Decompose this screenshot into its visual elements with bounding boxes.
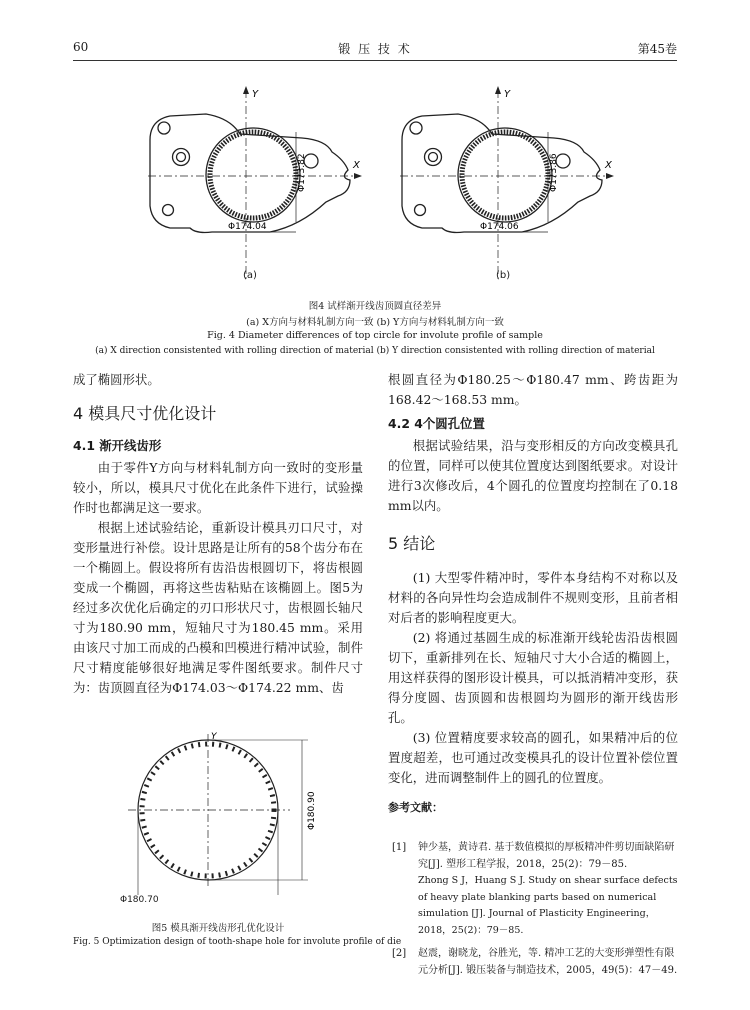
- conclusion-3: (3) 位置精度要求较高的圆孔，如果精冲后的位置度超差，也可通过改变模具孔的设计位置补偿位置变化，进而调整制件上的圆孔的位置度。: [388, 730, 678, 785]
- ref-1-en: Zhong S J，Huang S J. Study on shear surface defects of heavy plate blanking parts based on numerical simulation [J]. Journal of Plasticity Engineering，2018，25(2)：79－85.: [418, 875, 678, 936]
- fig4b-sub-label: (b): [496, 270, 511, 281]
- paragraph-continued: 根圆直径为Φ180.25～Φ180.47 mm、跨齿距为168.42～168.53 mm。: [388, 372, 678, 407]
- gear-root-circle: [458, 128, 552, 222]
- fig5-horizontal-dim: Φ180.70: [120, 895, 159, 905]
- fig5-caption-cn: 图5 模具渐开线齿形孔优化设计: [151, 923, 285, 934]
- conclusion-2: (2) 将通过基圆生成的标准渐开线轮齿沿齿根圆切下，重新排列在长、短轴尺寸大小合适的椭圆上，用这样获得的图形设计模具，可以抵消精冲变形，获得分度圆、齿顶圆和齿根圆均为圆形的渐开线齿形孔。: [388, 630, 678, 725]
- references-heading: 参考文献：: [388, 801, 443, 814]
- fig5-caption-en: Fig. 5 Optimization design of tooth-shape hole for involute profile of die: [73, 937, 402, 947]
- figure-4b: [400, 86, 614, 280]
- ref-2-number: [2]: [392, 948, 407, 959]
- conclusion-1: (1) 大型零件精冲时，零件本身结构不对称以及材料的各向异性均会造成制件不规则变形，且前者相对后者的影响程度更大。: [388, 570, 678, 625]
- fig4a-vertical-dim: Φ173.82: [297, 153, 307, 192]
- fig4b-y-label: Y: [504, 89, 511, 100]
- fig4b-x-label: X: [605, 160, 612, 171]
- paragraph-4-2: 根据试验结果，沿与变形相反的方向改变模具孔的位置，同样可以使其位置度达到图纸要求。对设计进行3次修改后，4个圆孔的位置度均控制在了0.18 mm以内。: [388, 438, 678, 513]
- fig4b-horizontal-dim: Φ174.06: [480, 222, 519, 232]
- fig4-caption-cn-sub: (a) X方向与材料轧制方向一致 (b) Y方向与材料轧制方向一致: [246, 317, 504, 328]
- section-5-heading: 5 结论: [388, 534, 436, 553]
- figure-4: [0, 80, 750, 295]
- subsection-4-2-heading: 4.2 4个圆孔位置: [388, 416, 485, 431]
- gear-tooth-ring: [462, 132, 548, 218]
- fig4a-y-label: Y: [252, 89, 259, 100]
- right-column: [388, 370, 678, 824]
- journal-title: 锻 压 技 术: [338, 42, 412, 56]
- figure-4a: [148, 86, 362, 280]
- gear-root-circle: [206, 128, 300, 222]
- ref-1-cn: 钟少基，黄诗君. 基于数值模拟的厚板精冲件剪切面缺陷研究[J]. 塑形工程学报，2018，25(2)：79－85.: [418, 842, 675, 870]
- fig5-vertical-dim: Φ180.90: [307, 791, 317, 830]
- fig4-caption-en: Fig. 4 Diameter differences of top circle for involute profile of sample: [207, 330, 543, 341]
- fig4b-vertical-dim: Φ173.86: [549, 153, 559, 192]
- fig5-y-label: Y: [211, 732, 217, 742]
- paragraph-4-1-a: 由于零件Y方向与材料轧制方向一致时的变形量较小，所以，模具尺寸优化在此条件下进行，试验操作时也都满足这一要求。: [73, 460, 363, 515]
- reference-2: 赵震，谢晓龙，谷胜光，等. 精冲工艺的大变形弹塑性有限元分析[J]. 锻压装备与制造技术，2005，49(5)：47－49.: [418, 948, 678, 976]
- ref-1-number: [1]: [392, 842, 407, 853]
- volume-label: 第45卷: [637, 42, 677, 56]
- left-column: [73, 370, 363, 698]
- fig4a-sub-label: (a): [243, 270, 257, 281]
- page-number: 60: [73, 40, 89, 54]
- figure-5: [110, 732, 340, 890]
- paragraph-4-1-b: 根据上述试验结论，重新设计模具刃口尺寸，对变形量进行补偿。设计思路是让所有的58个齿分布在一个椭圆上。假设将所有齿沿齿根圆切下，将齿根圆变成一个椭圆，再将这些齿粘贴在该椭圆上。图5为经过多次优化后确定的刃口形状尺寸，齿根圆长轴尺寸为180.90 mm，短轴尺寸为180.45 mm。采用由该尺寸加工而成的凸模和凹模进行精冲试验，制件尺寸精度能够很好地满足零件图纸要求。制件尺寸为：齿顶圆直径为Φ174.03～Φ174.22 mm、齿: [73, 520, 363, 695]
- header-rule: [73, 60, 677, 61]
- fig4-caption-en-sub: (a) X direction consistented with rolling direction of material (b) Y direction consistented with rolling direction of material: [95, 346, 655, 356]
- fig4a-x-label: X: [353, 160, 360, 171]
- subsection-4-1-heading: 4.1 渐开线齿形: [73, 438, 162, 453]
- fig4-caption-cn: 图4 试样渐开线齿顶圆直径差异: [308, 301, 442, 312]
- reference-1: [418, 840, 678, 939]
- gear-tooth-ring: [210, 132, 296, 218]
- continued-line: 成了椭圆形状。: [73, 372, 160, 387]
- fig4a-horizontal-dim: Φ174.04: [228, 222, 267, 232]
- section-4-heading: 4 模具尺寸优化设计: [73, 404, 217, 423]
